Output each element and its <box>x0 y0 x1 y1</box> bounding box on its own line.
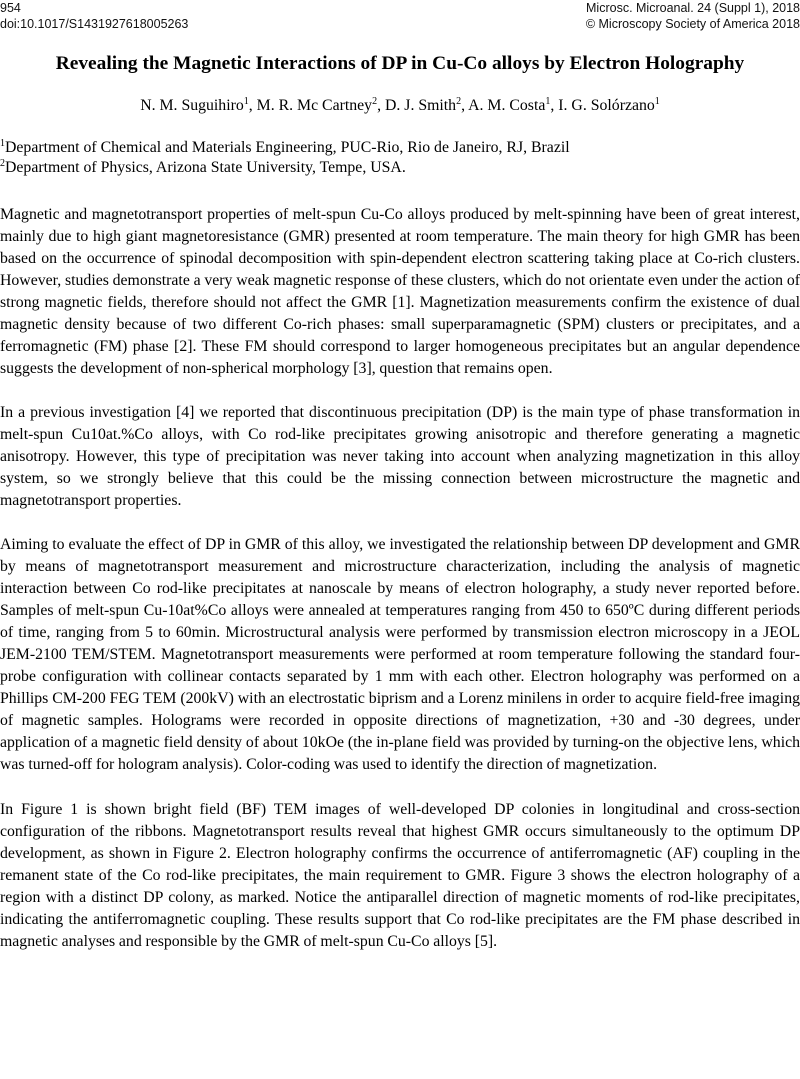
body-paragraph: In a previous investigation [4] we reported that discontinuous precipitation (DP) is the main type of phase transformation in melt-spun Cu10at.%Co alloys, with Co rod-like precipitates growing anisotropic and therefore generating a magnetic anisotropy. However, this type of precipitation was never taking into account when analyzing magnetization in this alloy system, so we strongly believe that this could be the missing connection between microstructure the magnetic and magnetotransport properties. <box>0 404 800 509</box>
author-affiliation-mark: 1 <box>243 96 249 107</box>
author: I. G. Solórzano <box>558 97 655 114</box>
affiliation <box>0 158 800 178</box>
author: A. M. Costa <box>468 97 546 114</box>
header-left <box>0 0 188 32</box>
author-affiliation-mark: 1 <box>545 96 551 107</box>
affiliations <box>0 138 800 178</box>
journal-citation: Microsc. Microanal. 24 (Suppl 1), 2018 <box>586 1 800 15</box>
author: M. R. Mc Cartney <box>256 97 373 114</box>
affiliation <box>0 138 800 158</box>
copyright: © Microscopy Society of America 2018 <box>585 17 800 31</box>
author-affiliation-mark: 1 <box>654 96 660 107</box>
author: D. J. Smith <box>384 97 457 114</box>
author-list: N. M. Suguihiro$^1$, M. R. Mc Cartney$^2$, D. J. Smith$^2$, A. M. Costa$^1$, I. G. Solórzano$^1$ <box>140 96 660 114</box>
body-paragraph: Magnetic and magnetotransport properties of melt-spun Cu-Co alloys produced by melt-spinning have been of great interest, mainly due to high giant magnetoresistance (GMR) presented at room temperature. The main theory for high GMR has been based on the occurrence of spinodal decomposition with spin-dependent electron scattering taking place at Co-rich clusters. However, studies demonstrate a very weak magnetic response of these clusters, which do not orientate even under the action of strong magnetic fields, therefore should not affect the GMR [1]. Magnetization measurements confirm the existence of dual magnetic density because of two different Co-rich phases: small superparamagnetic (SPM) clusters or precipitates, and a ferromagnetic (FM) phase [2]. These FM should correspond to larger homogeneous precipitates but an angular dependence suggests the development of non-spherical morphology [3], question that remains open. <box>0 206 800 377</box>
paper-title: Revealing the Magnetic Interactions of DP in Cu-Co alloys by Electron Holography <box>55 53 745 74</box>
affiliation-text: Department of Chemical and Materials Engineering, PUC-Rio, Rio de Janeiro, RJ, Brazil <box>5 139 570 156</box>
body-paragraph: Aiming to evaluate the effect of DP in GMR of this alloy, we investigated the relationship between DP development and GMR by means of magnetotransport measurement and microstructure characterization, including the analysis of magnetic interaction between Co rod-like precipitates at nanoscale by means of electron holography, a study never reported before. Samples of melt-spun Cu-10at%Co alloys were annealed at temperatures ranging from 450 to 650ºC during different periods of time, ranging from 5 to 60min. Microstructural analysis were performed by transmission electron microscopy in a JEOL JEM-2100 TEM/STEM. Magnetotransport measurements were performed at room temperature following the standard four-probe configuration with collinear contacts separated by 1 mm with each other. Electron holography was performed on a Phillips CM-200 FEG TEM (200kV) with an electrostatic biprism and a Lorenz minilens in order to acquire field-free imaging of magnetic samples. Holograms were recorded in opposite directions of magnetization, +30 and -30 degrees, under application of a magnetic field density of about 10kOe (the in-plane field was provided by turning-on the objective lens, which was turned-off for hologram analysis). Color-coding was used to identify the direction of magnetization. <box>0 536 800 773</box>
affiliation-text: Department of Physics, Arizona State University, Tempe, USA. <box>5 159 406 176</box>
page-number: 954 <box>0 1 21 15</box>
author-affiliation-mark: 2 <box>456 96 462 107</box>
author-affiliation-mark: 2 <box>372 96 378 107</box>
affiliation-number: 1 <box>0 138 5 149</box>
header-right <box>586 0 800 32</box>
body-paragraph: In Figure 1 is shown bright field (BF) TEM images of well-developed DP colonies in longitudinal and cross-section configuration of the ribbons. Magnetotransport results reveal that highest GMR occurs simultaneously to the optimum DP development, as shown in Figure 2. Electron holography confirms the occurrence of antiferromagnetic (AF) coupling in the remanent state of the Co rod-like precipitates, the main requirement to GMR. Figure 3 shows the electron holography of a region with a distinct DP colony, as marked. Notice the antiparallel direction of magnetic moments of rod-like precipitates, indicating the antiferromagnetic coupling. These results support that Co rod-like precipitates are the FM phase described in magnetic analyses and responsible by the GMR of melt-spun Cu-Co alloys [5]. <box>0 801 800 950</box>
affiliation-number: 2 <box>0 158 5 169</box>
paper-body <box>0 52 800 953</box>
author: N. M. Suguihiro <box>140 97 244 114</box>
doi: doi:10.1017/S1431927618005263 <box>0 17 189 31</box>
